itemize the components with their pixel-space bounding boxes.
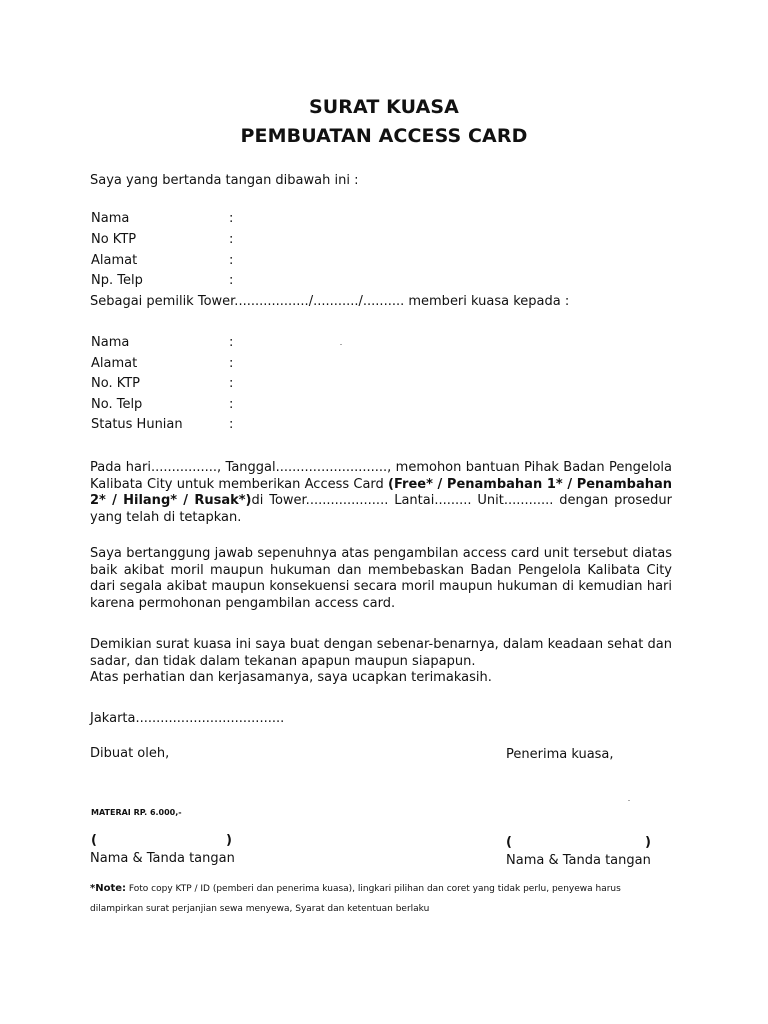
owner-line: Sebagai pemilik Tower................../.........../.......... memberi kuasa kepada : [90,294,570,309]
field-colon: : [229,417,234,432]
closing-line-1: Demikian surat kuasa ini saya buat dengan sebenar-benarnya, dalam keadaan sehat dan sadar, dan tidak dalam tekanan apapun maupun siapapun. [90,637,672,669]
document-title: SURAT KUASA [309,96,459,118]
note-line-2: dilampirkan surat perjanjian sewa menyewa, Syarat dan ketentuan berlaku [90,904,430,914]
field-label: Alamat [91,356,138,371]
field-colon: : [229,376,234,391]
materai-label: MATERAI RP. 6.000,- [91,808,182,817]
recipient-heading: Penerima kuasa, [506,747,614,762]
field-colon: : [229,335,234,350]
field-label: Alamat [91,253,138,268]
field-label: No KTP [91,232,137,247]
field-colon: : [229,397,234,412]
left-open-paren: ( [91,833,97,848]
note-text-1: Foto copy KTP / ID (pemberi dan penerima kuasa), lingkari pilihan dan coret yang tidak perlu, penyewa harus [126,884,621,894]
grantee-name-field [91,335,233,351]
right-signature-caption: Nama & Tanda tangan [506,853,651,868]
signer-heading: Dibuat oleh, [90,746,170,761]
field-label: No. KTP [91,376,141,391]
field-label: No. Telp [91,397,143,412]
field-label: Status Hunian [91,417,183,432]
field-colon: : [229,253,234,268]
field-colon: : [229,211,234,226]
note-label: *Note: [90,883,127,894]
field-label: Nama [91,211,130,226]
left-signature-caption: Nama & Tanda tangan [90,851,235,866]
document-subtitle: PEMBUATAN ACCESS CARD [240,125,528,147]
grantor-address-field [91,253,233,269]
grantor-name-field [91,211,233,227]
scan-speck [340,344,342,345]
request-paragraph [90,460,672,526]
scan-speck [628,800,630,801]
responsibility-paragraph: Saya bertanggung jawab sepenuhnya atas pengambilan access card unit tersebut diatas baik akibat moril maupun hukuman dan membebaskan Badan Pengelola Kalibata City dari segala akibat maupun konsekuensi secara moril maupun hukuman di kemudian hari karena permohonan pengambilan access card. [90,546,672,611]
intro-text: Saya yang bertanda tangan dibawah ini : [90,173,359,188]
card-options: (Free* / Penambahan 1* / Penambahan 2* / Hilang* / Rusak*) [90,476,672,508]
field-colon: : [229,356,234,371]
grantee-address-field [91,356,233,372]
request-text-2: di Tower.................... Lantai......... Unit............ dengan prosedur yang telah di tetapkan. [90,493,672,525]
closing-line-2: Atas perhatian dan kerjasamanya, saya ucapkan terimakasih. [90,670,492,685]
grantor-phone-field [91,273,233,289]
note-line-1 [90,883,621,895]
place-date-line: Jakarta.................................... [90,711,285,726]
field-colon: : [229,273,234,288]
closing-paragraph [90,637,672,687]
field-colon: : [229,232,234,247]
right-open-paren: ( [506,835,512,850]
right-close-paren: ) [645,835,651,850]
field-label: Nama [91,335,130,350]
grantee-ktp-field [91,376,233,392]
grantor-ktp-field [91,232,233,248]
request-text-1: Pada hari................, Tanggal..........................., memohon bantuan Pihak Badan Pengelola Kalibata City untuk memberikan Access Card [90,460,672,492]
left-close-paren: ) [226,833,232,848]
grantee-status-field [91,417,233,433]
field-label: Np. Telp [91,273,143,288]
grantee-phone-field [91,397,233,413]
